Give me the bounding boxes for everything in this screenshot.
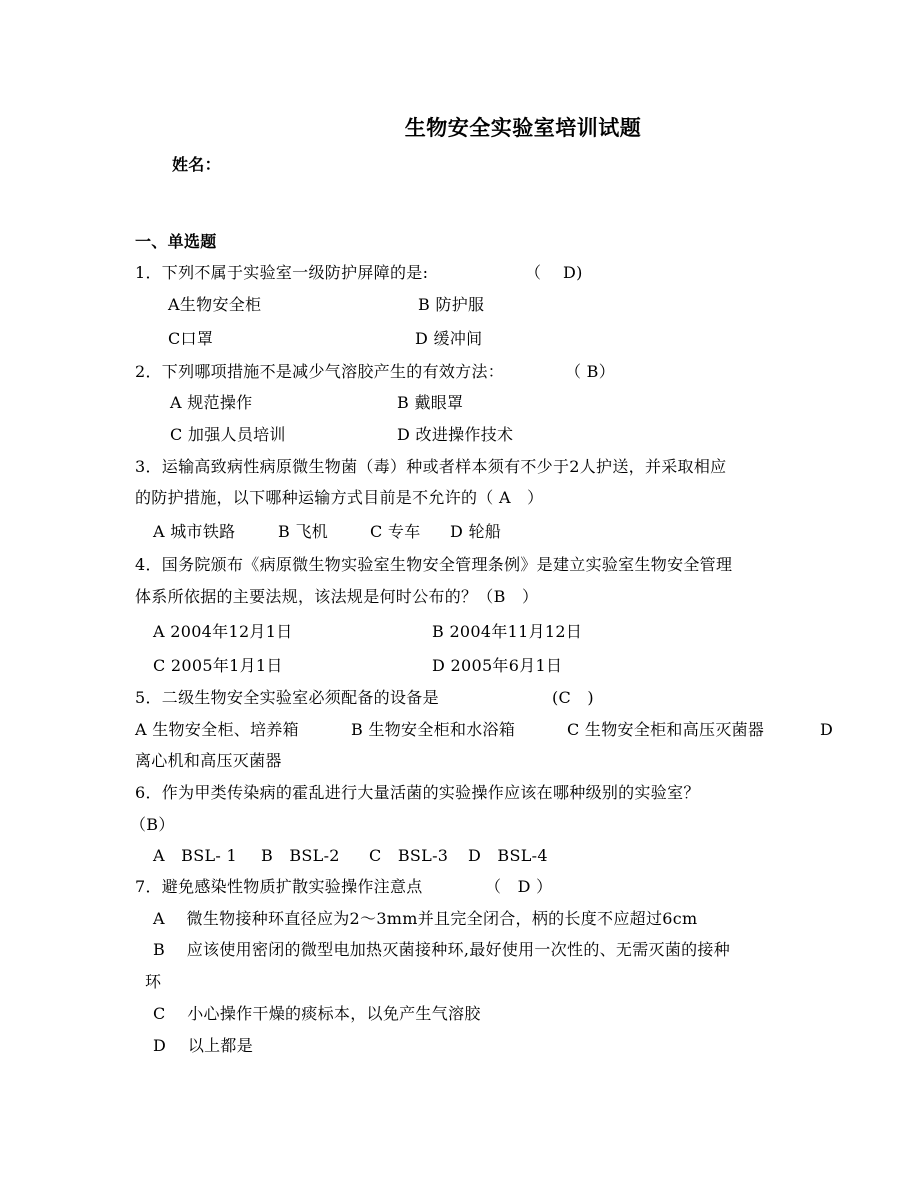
question-6-option-c: C BSL-3 (369, 846, 449, 865)
question-7-option-b-line-1: B 应该使用密闭的微型电加热灭菌接种环,最好使用一次性的、无需灭菌的接种 (153, 940, 731, 959)
question-5-option-d-text: 离心机和高压灭菌器 (135, 751, 282, 770)
question-3-option-d: D 轮船 (450, 522, 502, 541)
question-6-answer: （B） (130, 815, 175, 834)
question-1-answer: （ D) (525, 263, 583, 282)
question-3-option-c: C 专车 (370, 522, 421, 541)
question-7-answer: （ D ） (485, 877, 553, 896)
question-4-option-d: D 2005年6月1日 (432, 656, 563, 675)
question-5-text: 5．二级生物安全实验室必须配备的设备是 (135, 688, 439, 707)
question-5-answer: (C ) (552, 688, 594, 707)
question-4-text-line-1: 4．国务院颁布《病原微生物实验室生物安全管理条例》是建立实验室生物安全管理 (135, 555, 733, 574)
question-2-option-c: C 加强人员培训 (170, 425, 286, 444)
question-2-option-d: D 改进操作技术 (397, 425, 514, 444)
question-4-option-a: A 2004年12月1日 (153, 622, 293, 641)
question-2-option-a: A 规范操作 (170, 393, 253, 412)
question-2-option-b: B 戴眼罩 (397, 393, 464, 412)
question-7-text: 7．避免感染性物质扩散实验操作注意点 (135, 877, 423, 896)
question-3-text-line-1: 3．运输高致病性病原微生物菌（毒）种或者样本须有不少于2人护送，并采取相应 (135, 457, 727, 476)
question-5-option-a: A 生物安全柜、培养箱 (135, 720, 299, 739)
question-6-text: 6．作为甲类传染病的霍乱进行大量活菌的实验操作应该在哪种级别的实验室？ (135, 783, 700, 802)
question-2-answer: （ B） (565, 362, 616, 381)
question-1-option-c: C口罩 (168, 329, 214, 348)
question-6-option-d: D BSL-4 (468, 846, 548, 865)
question-7-option-c: C 小心操作干燥的痰标本，以免产生气溶胶 (153, 1004, 481, 1023)
question-1-text: 1．下列不属于实验室一级防护屏障的是: (135, 263, 429, 282)
question-1-option-a: A生物安全柜 (168, 295, 262, 314)
question-1-option-d: D 缓冲间 (415, 329, 483, 348)
question-4-text-line-2: 体系所依据的主要法规，该法规是何时公布的？（B ） (135, 587, 539, 606)
question-1-option-b: B 防护服 (418, 295, 485, 314)
question-3-text-line-2: 的防护措施，以下哪种运输方式目前是不允许的（ A ） (135, 488, 544, 507)
question-7-option-b-line-2: 环 (145, 972, 162, 991)
question-3-option-b: B 飞机 (278, 522, 329, 541)
question-6-option-a: A BSL- 1 (153, 846, 237, 865)
section-heading: 一、单选题 (135, 232, 217, 251)
question-6-option-b: B BSL-2 (261, 846, 340, 865)
question-3-option-a: A 城市铁路 (153, 522, 236, 541)
question-7-option-a: A 微生物接种环直径应为2～3mm并且完全闭合，柄的长度不应超过6cm (153, 909, 698, 928)
question-2-text: 2．下列哪项措施不是减少气溶胶产生的有效方法： (135, 362, 505, 381)
question-5-option-d-letter: D (820, 720, 834, 739)
name-label: 姓名： (172, 155, 221, 174)
question-7-option-d: D 以上都是 (153, 1036, 254, 1055)
question-4-option-c: C 2005年1月1日 (153, 656, 283, 675)
document-title: 生物安全实验室培训试题 (404, 115, 642, 140)
question-5-option-c: C 生物安全柜和高压灭菌器 (567, 720, 765, 739)
question-4-option-b: B 2004年11月12日 (432, 622, 583, 641)
question-5-option-b: B 生物安全柜和水浴箱 (351, 720, 516, 739)
